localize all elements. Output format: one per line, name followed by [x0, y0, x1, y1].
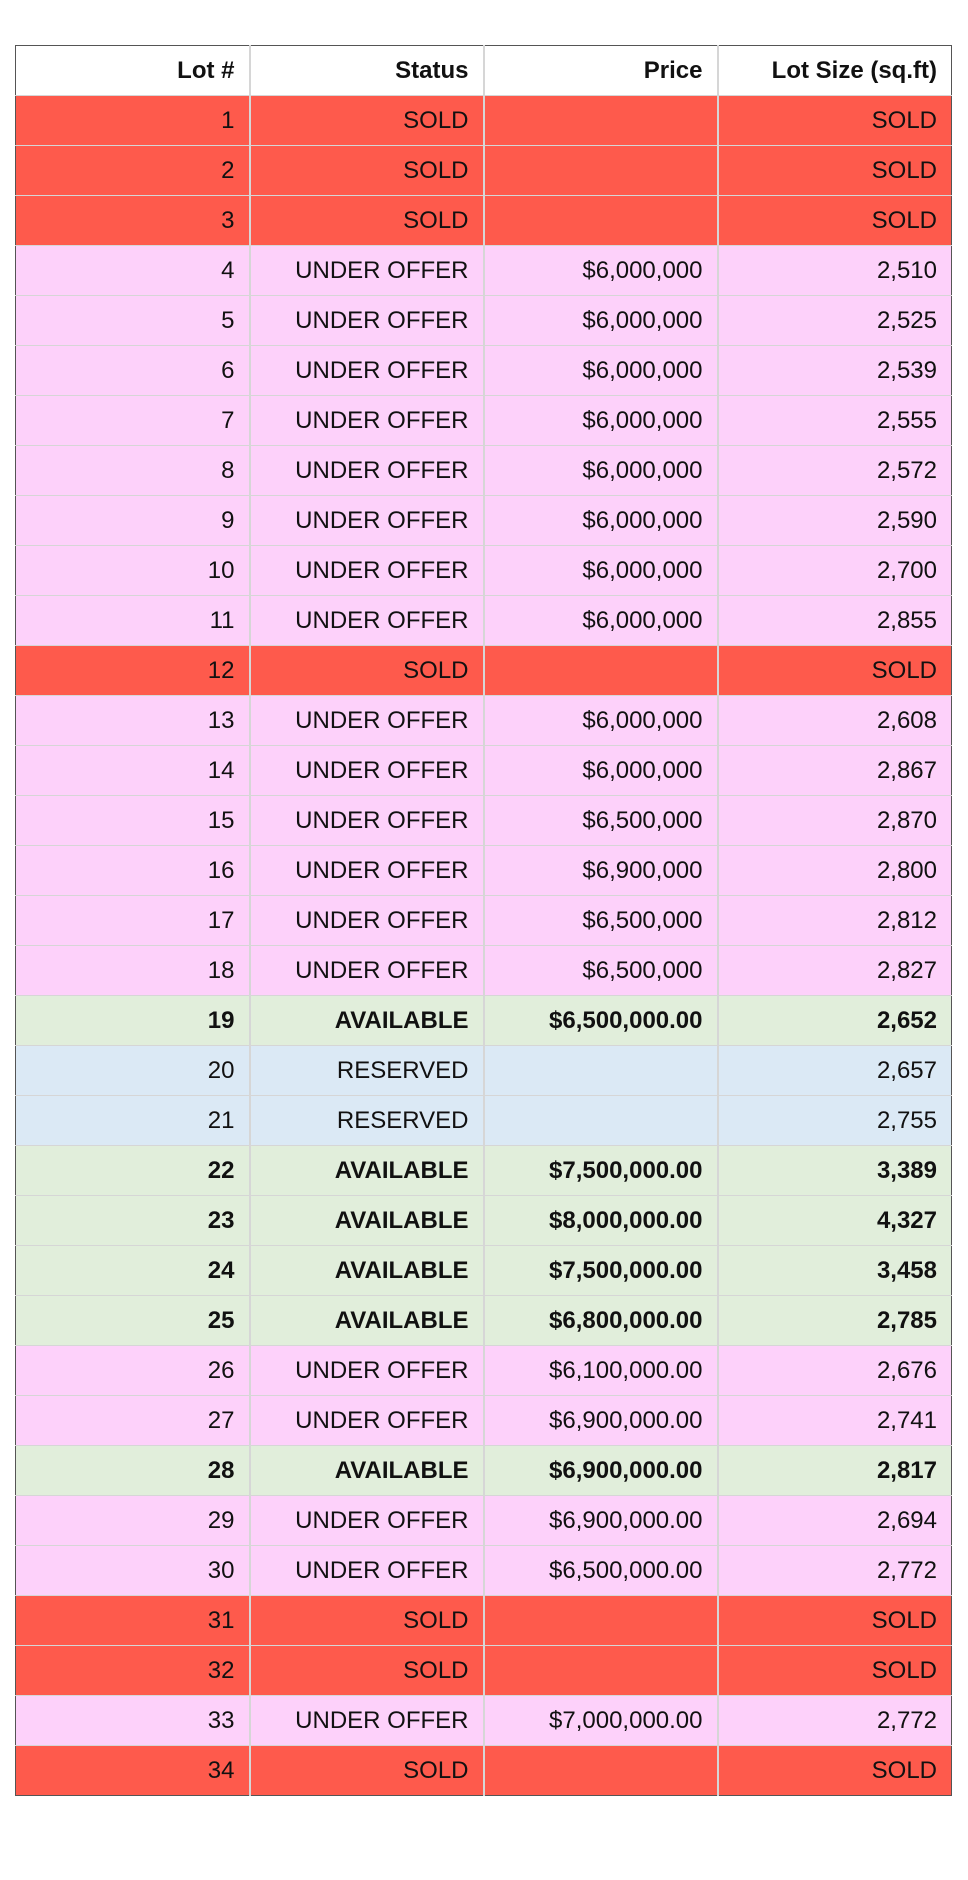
cell-status: UNDER OFFER — [250, 846, 484, 896]
cell-status: AVAILABLE — [250, 996, 484, 1046]
cell-lot-size: 2,817 — [718, 1446, 952, 1496]
cell-lot-number: 8 — [16, 446, 250, 496]
cell-lot-size: 2,608 — [718, 696, 952, 746]
cell-lot-number: 3 — [16, 196, 250, 246]
cell-price: $6,000,000 — [484, 346, 718, 396]
cell-lot-size: SOLD — [718, 146, 952, 196]
table-row — [16, 646, 952, 696]
cell-price: $6,900,000.00 — [484, 1496, 718, 1546]
cell-lot-size: 4,327 — [718, 1196, 952, 1246]
table-row — [16, 546, 952, 596]
cell-lot-number: 14 — [16, 746, 250, 796]
cell-lot-size: 2,812 — [718, 896, 952, 946]
cell-lot-size: 2,785 — [718, 1296, 952, 1346]
cell-status: UNDER OFFER — [250, 1396, 484, 1446]
lot-table-container — [15, 45, 951, 1796]
cell-status: UNDER OFFER — [250, 1546, 484, 1596]
cell-lot-size: 2,676 — [718, 1346, 952, 1396]
cell-price: $6,100,000.00 — [484, 1346, 718, 1396]
cell-price — [484, 146, 718, 196]
cell-lot-size: 2,755 — [718, 1096, 952, 1146]
cell-lot-number: 18 — [16, 946, 250, 996]
cell-lot-number: 17 — [16, 896, 250, 946]
cell-price: $6,500,000 — [484, 946, 718, 996]
cell-lot-size: SOLD — [718, 96, 952, 146]
cell-lot-size: 2,867 — [718, 746, 952, 796]
cell-lot-size: SOLD — [718, 1646, 952, 1696]
cell-lot-number: 15 — [16, 796, 250, 846]
cell-lot-number: 19 — [16, 996, 250, 1046]
cell-lot-number: 1 — [16, 96, 250, 146]
cell-lot-number: 4 — [16, 246, 250, 296]
cell-price — [484, 1746, 718, 1796]
cell-lot-number: 32 — [16, 1646, 250, 1696]
cell-status: UNDER OFFER — [250, 1696, 484, 1746]
cell-status: UNDER OFFER — [250, 946, 484, 996]
cell-status: AVAILABLE — [250, 1146, 484, 1196]
cell-lot-size: 2,555 — [718, 396, 952, 446]
cell-status: RESERVED — [250, 1096, 484, 1146]
cell-price: $6,000,000 — [484, 296, 718, 346]
cell-lot-number: 34 — [16, 1746, 250, 1796]
table-row — [16, 1196, 952, 1246]
table-row — [16, 1396, 952, 1446]
cell-price: $7,500,000.00 — [484, 1146, 718, 1196]
cell-lot-size: 2,800 — [718, 846, 952, 896]
table-row — [16, 1446, 952, 1496]
cell-status: SOLD — [250, 1746, 484, 1796]
cell-lot-size: 2,525 — [718, 296, 952, 346]
cell-status: SOLD — [250, 96, 484, 146]
cell-lot-number: 13 — [16, 696, 250, 746]
cell-status: AVAILABLE — [250, 1446, 484, 1496]
cell-lot-size: 2,510 — [718, 246, 952, 296]
cell-lot-size: 2,772 — [718, 1696, 952, 1746]
cell-status: SOLD — [250, 146, 484, 196]
cell-price: $6,900,000 — [484, 846, 718, 896]
table-row — [16, 246, 952, 296]
cell-status: UNDER OFFER — [250, 546, 484, 596]
cell-price: $6,900,000.00 — [484, 1446, 718, 1496]
cell-status: UNDER OFFER — [250, 696, 484, 746]
cell-lot-number: 23 — [16, 1196, 250, 1246]
cell-status: AVAILABLE — [250, 1246, 484, 1296]
cell-status: UNDER OFFER — [250, 1346, 484, 1396]
table-row — [16, 1146, 952, 1196]
cell-price — [484, 1596, 718, 1646]
cell-lot-number: 21 — [16, 1096, 250, 1146]
cell-lot-size: 2,539 — [718, 346, 952, 396]
table-row — [16, 396, 952, 446]
cell-lot-size: 2,572 — [718, 446, 952, 496]
table-row — [16, 1346, 952, 1396]
cell-lot-number: 11 — [16, 596, 250, 646]
table-row — [16, 696, 952, 746]
header-price: Price — [484, 46, 718, 96]
table-row — [16, 1746, 952, 1796]
cell-lot-size: SOLD — [718, 196, 952, 246]
cell-price — [484, 196, 718, 246]
cell-lot-size: SOLD — [718, 646, 952, 696]
cell-status: UNDER OFFER — [250, 296, 484, 346]
cell-lot-number: 7 — [16, 396, 250, 446]
cell-status: UNDER OFFER — [250, 396, 484, 446]
cell-lot-number: 12 — [16, 646, 250, 696]
cell-lot-number: 26 — [16, 1346, 250, 1396]
cell-lot-number: 30 — [16, 1546, 250, 1596]
header-lot-number: Lot # — [16, 46, 250, 96]
cell-lot-size: 2,827 — [718, 946, 952, 996]
table-row — [16, 1646, 952, 1696]
cell-lot-size: 2,694 — [718, 1496, 952, 1546]
table-row — [16, 746, 952, 796]
table-row — [16, 146, 952, 196]
cell-price: $6,500,000 — [484, 896, 718, 946]
table-row — [16, 296, 952, 346]
table-row — [16, 1496, 952, 1546]
cell-price: $8,000,000.00 — [484, 1196, 718, 1246]
cell-status: AVAILABLE — [250, 1296, 484, 1346]
cell-price: $6,500,000.00 — [484, 1546, 718, 1596]
cell-lot-number: 6 — [16, 346, 250, 396]
table-row — [16, 1596, 952, 1646]
cell-price: $6,500,000 — [484, 796, 718, 846]
cell-lot-number: 16 — [16, 846, 250, 896]
cell-price: $6,900,000.00 — [484, 1396, 718, 1446]
cell-price: $6,500,000.00 — [484, 996, 718, 1046]
cell-lot-size: 2,772 — [718, 1546, 952, 1596]
cell-status: SOLD — [250, 196, 484, 246]
cell-status: UNDER OFFER — [250, 446, 484, 496]
cell-lot-size: 2,870 — [718, 796, 952, 846]
cell-status: UNDER OFFER — [250, 896, 484, 946]
cell-lot-number: 20 — [16, 1046, 250, 1096]
cell-lot-number: 24 — [16, 1246, 250, 1296]
cell-lot-size: SOLD — [718, 1746, 952, 1796]
cell-lot-size: 3,458 — [718, 1246, 952, 1296]
cell-lot-number: 5 — [16, 296, 250, 346]
cell-status: UNDER OFFER — [250, 346, 484, 396]
cell-status: UNDER OFFER — [250, 796, 484, 846]
cell-price: $6,000,000 — [484, 246, 718, 296]
cell-price: $6,000,000 — [484, 496, 718, 546]
cell-lot-size: 2,652 — [718, 996, 952, 1046]
cell-lot-size: 2,700 — [718, 546, 952, 596]
cell-lot-number: 2 — [16, 146, 250, 196]
table-row — [16, 346, 952, 396]
table-header-row — [16, 46, 952, 96]
cell-status: RESERVED — [250, 1046, 484, 1096]
table-row — [16, 1096, 952, 1146]
cell-status: SOLD — [250, 1646, 484, 1696]
cell-price: $7,500,000.00 — [484, 1246, 718, 1296]
cell-lot-number: 29 — [16, 1496, 250, 1546]
cell-price: $6,000,000 — [484, 446, 718, 496]
header-status: Status — [250, 46, 484, 96]
cell-lot-number: 9 — [16, 496, 250, 546]
cell-status: SOLD — [250, 1596, 484, 1646]
table-row — [16, 1696, 952, 1746]
table-row — [16, 846, 952, 896]
cell-lot-size: SOLD — [718, 1596, 952, 1646]
cell-price: $6,000,000 — [484, 396, 718, 446]
cell-price: $6,000,000 — [484, 746, 718, 796]
cell-status: UNDER OFFER — [250, 746, 484, 796]
cell-status: UNDER OFFER — [250, 496, 484, 546]
cell-lot-number: 27 — [16, 1396, 250, 1446]
cell-lot-number: 22 — [16, 1146, 250, 1196]
table-row — [16, 796, 952, 846]
cell-lot-number: 31 — [16, 1596, 250, 1646]
cell-lot-size: 2,590 — [718, 496, 952, 546]
table-row — [16, 946, 952, 996]
cell-price: $7,000,000.00 — [484, 1696, 718, 1746]
table-row — [16, 1546, 952, 1596]
cell-status: UNDER OFFER — [250, 1496, 484, 1546]
cell-price: $6,000,000 — [484, 696, 718, 746]
cell-lot-size: 3,389 — [718, 1146, 952, 1196]
cell-price — [484, 1096, 718, 1146]
cell-status: UNDER OFFER — [250, 246, 484, 296]
cell-status: UNDER OFFER — [250, 596, 484, 646]
table-row — [16, 196, 952, 246]
table-row — [16, 1246, 952, 1296]
cell-price — [484, 96, 718, 146]
table-row — [16, 446, 952, 496]
cell-status: SOLD — [250, 646, 484, 696]
table-row — [16, 1296, 952, 1346]
lot-status-table — [15, 45, 952, 1796]
table-row — [16, 996, 952, 1046]
cell-lot-number: 28 — [16, 1446, 250, 1496]
cell-lot-number: 33 — [16, 1696, 250, 1746]
table-row — [16, 896, 952, 946]
table-row — [16, 496, 952, 546]
cell-price — [484, 646, 718, 696]
cell-lot-number: 10 — [16, 546, 250, 596]
cell-price — [484, 1046, 718, 1096]
cell-lot-size: 2,741 — [718, 1396, 952, 1446]
table-body — [16, 96, 952, 1796]
cell-price: $6,000,000 — [484, 546, 718, 596]
table-row — [16, 1046, 952, 1096]
cell-price: $6,800,000.00 — [484, 1296, 718, 1346]
cell-lot-size: 2,855 — [718, 596, 952, 646]
cell-lot-number: 25 — [16, 1296, 250, 1346]
cell-lot-size: 2,657 — [718, 1046, 952, 1096]
cell-price — [484, 1646, 718, 1696]
table-row — [16, 96, 952, 146]
header-lot-size: Lot Size (sq.ft) — [718, 46, 952, 96]
cell-status: AVAILABLE — [250, 1196, 484, 1246]
cell-price: $6,000,000 — [484, 596, 718, 646]
table-row — [16, 596, 952, 646]
